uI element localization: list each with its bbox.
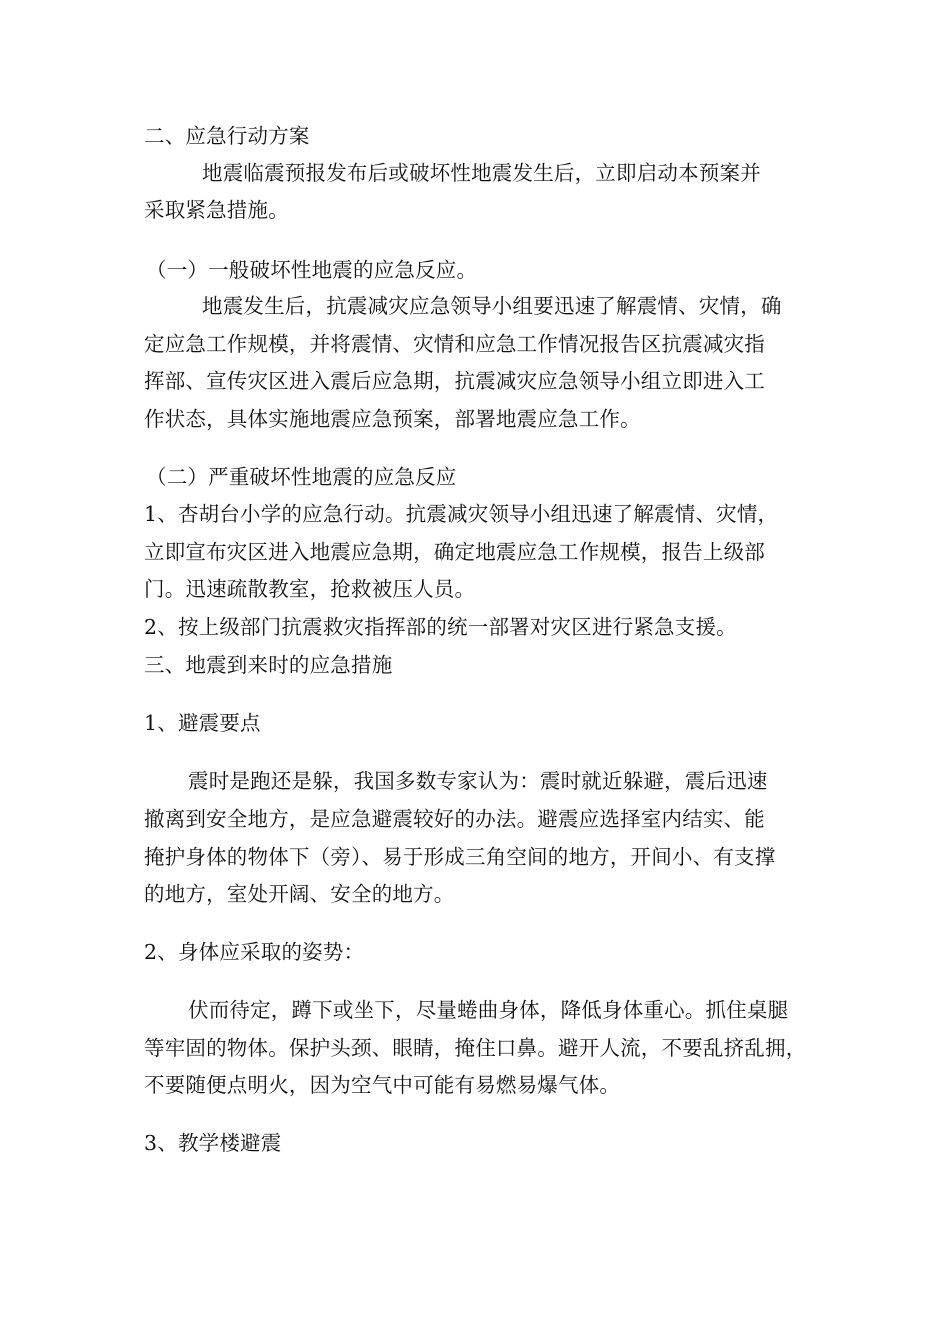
subheading-severe-earthquake-response: （二）严重破坏性地震的应急反应 — [146, 465, 457, 489]
paragraph-line: 震时是跑还是躲，我国多数专家认为：震时就近躲避，震后迅速 — [188, 769, 768, 793]
paragraph-line: 作状态，具体实施地震应急预案，部署地震应急工作。 — [144, 407, 641, 431]
paragraph-line: 定应急工作规模，并将震情、灾情和应急工作情况报告区抗震减灾指 — [144, 332, 765, 356]
section-heading-emergency-measures: 三、地震到来时的应急措施 — [144, 653, 393, 677]
paragraph-line: 不要随便点明火，因为空气中可能有易燃易爆气体。 — [144, 1073, 621, 1097]
paragraph-line: 采取紧急措施。 — [144, 198, 289, 222]
paragraph-line: 门。迅速疏散教室，抢救被压人员。 — [144, 577, 476, 601]
paragraph-line: 的地方，室处开阔、安全的地方。 — [144, 882, 455, 906]
paragraph-line: 地震发生后，抗震减灾应急领导小组要迅速了解震情、灾情，确 — [202, 294, 782, 318]
paragraph-line: 地震临震预报发布后或破坏性地震发生后，立即启动本预案并 — [202, 161, 761, 185]
paragraph-line: 等牢固的物体。保护头颈、眼睛，掩住口鼻。避开人流，不要乱挤乱拥， — [144, 1036, 807, 1060]
paragraph-line: 立即宣布灾区进入地震应急期，确定地震应急工作规模，报告上级部 — [144, 540, 765, 564]
section-heading-emergency-action-plan: 二、应急行动方案 — [144, 124, 310, 148]
subheading-school-building: 3、教学楼避震 — [144, 1131, 282, 1155]
paragraph-line: 撤离到安全地方，是应急避震较好的办法。避震应选择室内结实、能 — [144, 807, 765, 831]
paragraph-line: 2、按上级部门抗震救灾指挥部的统一部署对灾区进行紧急支援。 — [144, 615, 737, 639]
paragraph-line: 挥部、宣传灾区进入震后应急期，抗震减灾应急领导小组立即进入工 — [144, 369, 765, 393]
subheading-key-points: 1、避震要点 — [144, 711, 261, 735]
subheading-body-posture: 2、身体应采取的姿势： — [144, 940, 365, 964]
paragraph-line: 伏而待定，蹲下或坐下，尽量蜷曲身体，降低身体重心。抓住桌腿 — [188, 998, 789, 1022]
paragraph-line: 掩护身体的物体下（旁）、易于形成三角空间的地方，开间小、有支撑 — [144, 845, 776, 869]
subheading-general-earthquake-response: （一）一般破坏性地震的应急反应。 — [146, 258, 478, 282]
paragraph-line: 1、杏胡台小学的应急行动。抗震减灾领导小组迅速了解震情、灾情， — [144, 502, 779, 526]
